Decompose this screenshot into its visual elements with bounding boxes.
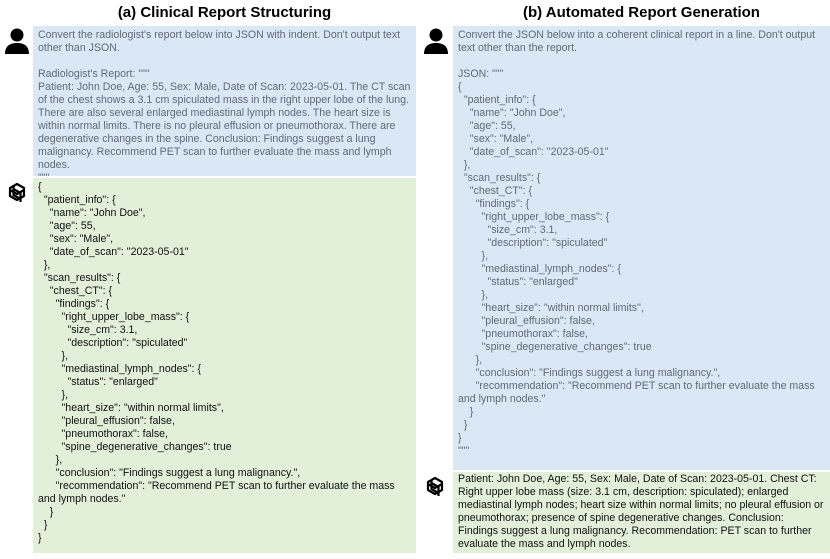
user-icon: [422, 27, 450, 55]
openai-logo-icon: [3, 180, 31, 208]
openai-logo-icon: [421, 474, 449, 502]
user-icon: [3, 27, 31, 55]
panel-a-gpt-response: { "patient_info": { "name": "John Doe", "age": 55, "sex": "Male", "date_of_scan": "2023-05-01" }, "scan_results": { "chest_CT": { "findings": { "right_upper_lobe_mass": { "size_cm": 3.1, "description": "spiculated" }, "mediastinal_lymph_nodes": { "status": "enlarged" }, "heart_size": "within normal limits", "pleural_effusion": false, "pneumothorax": false, "spine_degenerative_changes": true }, "conclusion": "Findings suggest a lung malignancy.", "recommendation": "Recommend PET scan to further evaluate the mass and lymph nodes." } } }: [33, 178, 416, 553]
panel-a-user-prompt: Convert the radiologist's report below into JSON with indent. Don't output text other than JSON. Radiologist's Report: """ Patient: John Doe, Age: 55, Sex: Male, Date of Scan: 2023-05-01. The CT scan of the chest shows a 3.1 cm spiculated mass in the right upper lobe of the lung. There are also several enlarged mediastinal lymph nodes. The heart size is within normal limits. There is no pleural effusion or pneumothorax. There are degenerative changes in the spine. Conclusion: Findings suggest a lung malignancy. Recommend PET scan to further evaluate the mass and lymph nodes.: [33, 26, 416, 176]
panel-a-title: (a) Clinical Report Structuring: [117, 4, 332, 21]
panel-b-title: (b) Automated Report Generation: [523, 4, 760, 21]
panel-b-user-prompt: Convert the JSON below into a coherent clinical report in a line. Don't output text other than the report. JSON: """ { "patient_info": { "name": "John Doe", "age": 55, "sex": "Male", "date_of_scan": "2023-05-01" }, "scan_results": { "chest_CT": { "findings": { "right_upper_lobe_mass": { "size_cm": 3.1, "description": "spiculated" }, "mediastinal_lymph_nodes": { "status": "enlarged" }, "heart_size": "within normal limits", "pleural_effusion": false, "pneumothorax": false, "spine_degenerative_changes": true }, "conclusion": "Findings suggest a lung malignancy.", "recommendation": "Recommend PET scan to further evaluate the mass and lymph nodes." } } } """: [453, 26, 830, 470]
panel-b-gpt-response: Patient: John Doe, Age: 55, Sex: Male, Date of Scan: 2023-05-01. Chest CT: Right upper lobe mass (size: 3.1 cm, description: spiculated); enlarged mediastinal lymph nodes; heart size within normal limits; no pleural effusion or pneumothorax; presence of spine degenerative changes. Conclusion: Findings suggest a lung malignancy. Recommendation: PET scan to further evaluate the mass and lymph nodes.: [453, 472, 830, 553]
